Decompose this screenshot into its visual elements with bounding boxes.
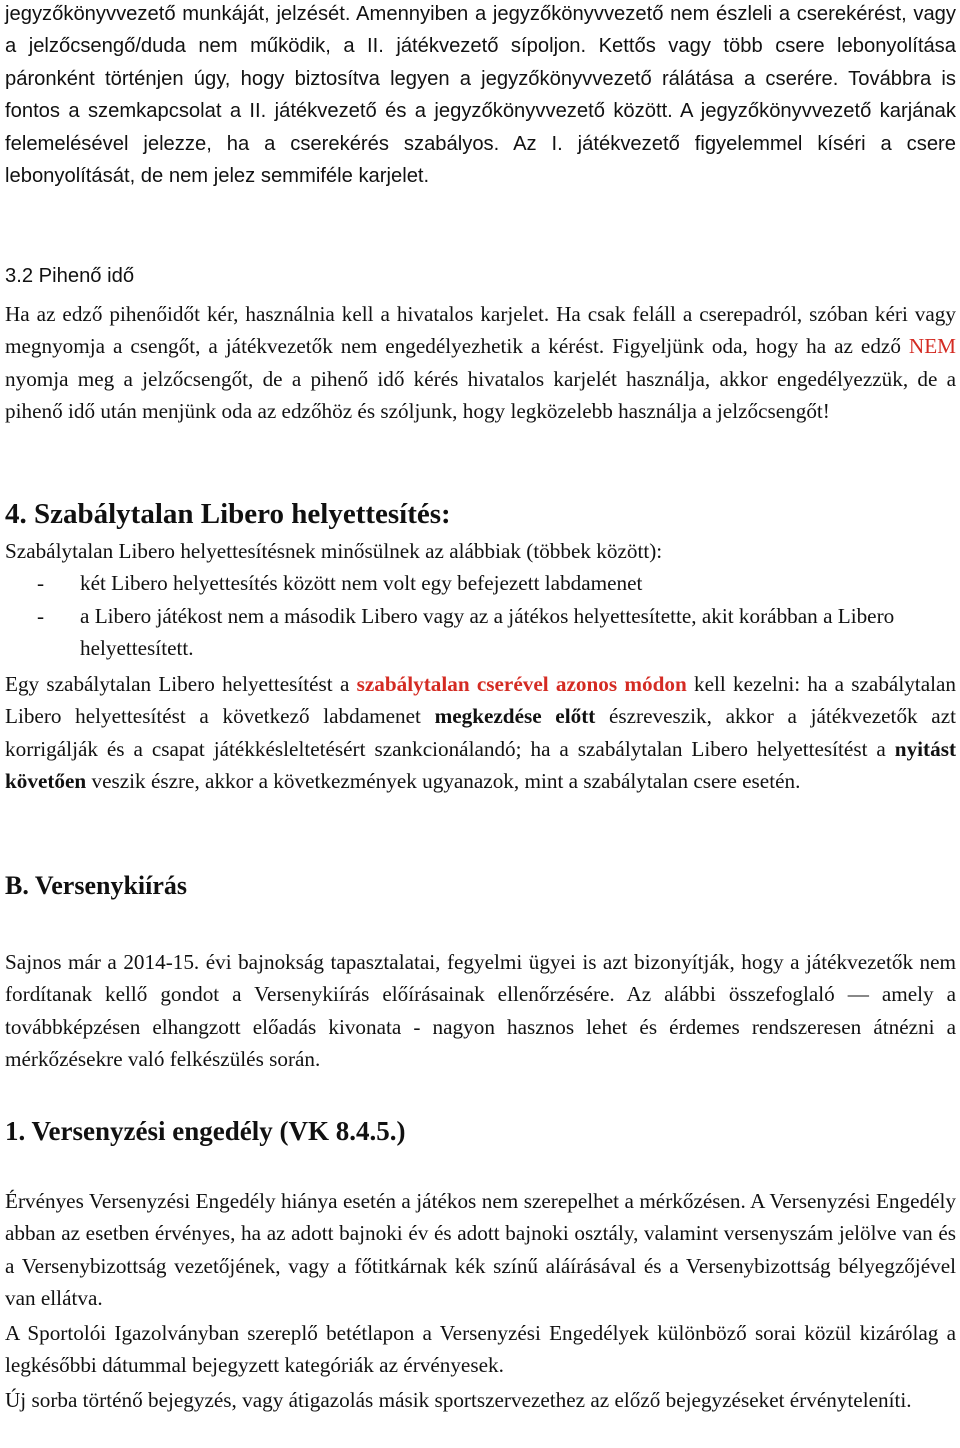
section-3-2-paragraph <box>5 298 956 428</box>
emphasis-bold: nyitást követően <box>5 736 956 794</box>
text-run: nyomja meg a jelzőcsengőt, de a pihenő idő kérés hivatalos karjelét használja, akkor engedélyezzük, de a pihenő idő után menjünk oda az edzőhöz és szóljunk, hogy legközelebb használja a jelzőcsengőt! <box>5 366 956 424</box>
section-1-paragraph-1: Érvényes Versenyzési Engedély hiánya esetén a játékos nem szerepelhet a mérkőzésen. A Versenyzési Engedély abban az esetben érvényes, ha az adott bajnoki év és adott bajnoki osztály, valamint versenyszám jelölve van és a Versenybizottság vezetőjének, vagy a főtitkárnak kék színű aláírásával és a Versenybizottság bélyegzőjével van ellátva. <box>5 1189 956 1311</box>
list-item-text: két Libero helyettesítés között nem volt egy befejezett labdamenet <box>80 571 643 595</box>
text-run: kell kezelni: ha a szabálytalan Libero helyettesítést a következő labdamenet <box>5 672 956 729</box>
emphasis-bold: megkezdése előtt <box>434 704 596 729</box>
bullet-marker: - <box>37 604 45 628</box>
list-item <box>5 600 956 665</box>
intro-paragraph: jegyzőkönyvvezető munkáját, jelzését. Amennyiben a jegyzőkönyvvezető nem észleli a cserekérést, vagy a jelzőcsengő/duda nem működik, a II. játékvezető sípoljon. Kettős vagy több csere lebonyolítása páronként történjen úgy, hogy biztosítva legyen a jegyzőkönyvvezető rálátása a cserére. Továbbra is fontos a szemkapcsolat a II. játékvezető és a jegyzőkönyvvezető között. A jegyzőkönyvvezető karjának felemelésével jelezze, ha a cserekérés szabályos. Az I. játékvezető figyelemmel kíséri a csere lebonyolítását, de nem jelez semmiféle karjelet. <box>5 3 956 188</box>
section-4-lead: Szabálytalan Libero helyettesítésnek minősülnek az alábbiak (többek között): <box>5 539 663 563</box>
section-4-heading: 4. Szabálytalan Libero helyettesítés: <box>5 498 451 530</box>
text-run: Egy szabálytalan Libero helyettesítést a <box>5 672 357 696</box>
section-1-paragraph-2: A Sportolói Igazolványban szereplő betétlapon a Versenyzési Engedélyek különböző sorai közül kizárólag a legkésőbbi dátummal bejegyzett kategóriák az érvényesek. <box>5 1321 956 1378</box>
emphasis-red-nem: NEM <box>908 334 956 359</box>
section-4-paragraph <box>5 668 956 798</box>
emphasis-red-bold: szabálytalan cserével azonos módon <box>356 672 687 696</box>
section-3-2-heading: 3.2 Pihenő idő <box>5 265 135 287</box>
text-run: veszik észre, akkor a következmények ugyanazok, mint a szabálytalan csere esetén. <box>86 769 801 794</box>
section-1-paragraph-3: Új sorba történő bejegyzés, vagy átigazolás másik sportszervezethez az előző bejegyzéseket érvényteleníti. <box>5 1388 912 1412</box>
text-run: Ha az edző pihenőidőt kér, használnia kell a hivatalos karjelet. Ha csak feláll a cserepadról, szóban kéri vagy megnyomja a csengőt, a játékvezetők nem engedélyezhetik a kérést. Figyeljünk oda, hogy ha az edző <box>5 302 956 359</box>
section-b-heading: B. Versenykiírás <box>5 871 188 900</box>
list-item <box>5 567 956 599</box>
section-1-heading: 1. Versenyzési engedély (VK 8.4.5.) <box>5 1116 406 1146</box>
section-b-paragraph: Sajnos már a 2014-15. évi bajnokság tapasztalatai, fegyelmi ügyei is azt bizonyítják, hogy a játékvezetők nem fordítanak kellő gondot a Versenykiírás előírásainak ellenőrzésére. Az alábbi összefoglaló — amely a továbbképzésen elhangzott előadás kivonata - nagyon hasznos lehet és érdemes rendszeresen átnézni a mérkőzésekre való felkészülés során. <box>5 950 956 1072</box>
list-item-text: a Libero játékost nem a második Libero vagy az a játékos helyettesítette, akit korábban a Libero helyettesített. <box>80 604 895 661</box>
text-run: észreveszik, akkor a játékvezetők azt korrigálják és a csapat játékkésleltetésért szankcionálandó; ha a szabálytalan Libero helyettesítést a <box>5 704 956 761</box>
bullet-marker: - <box>37 571 45 595</box>
